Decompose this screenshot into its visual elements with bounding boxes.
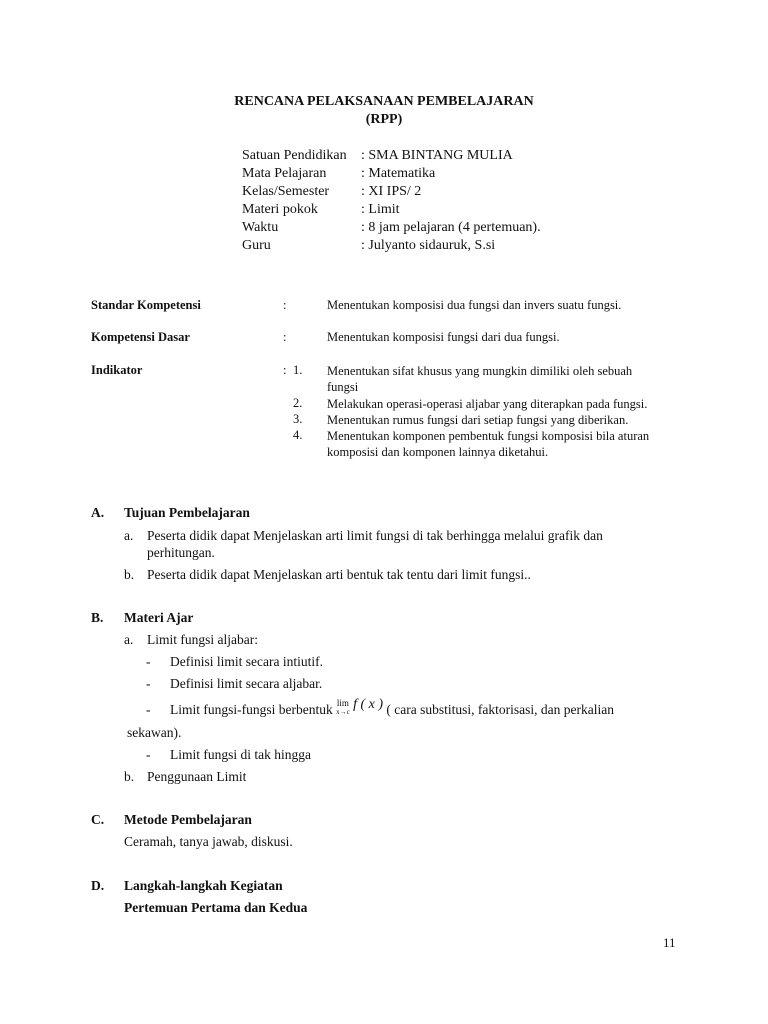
identity-label: Kelas/Semester (242, 184, 330, 199)
indikator-item (327, 428, 649, 460)
materi-item: Penggunaan Limit (147, 769, 247, 784)
section-b-letter: B. (91, 610, 104, 625)
indikator-item (327, 363, 632, 395)
indikator-number: 4. (293, 428, 303, 442)
materi-subitem: Definisi limit secara intiutif. (170, 654, 323, 669)
materi-subitem-continuation: sekawan). (127, 725, 182, 740)
dash-marker: - (146, 654, 151, 669)
indikator-number: 2. (293, 396, 303, 410)
identity-row (242, 237, 602, 255)
section-b-title: Materi Ajar (124, 610, 194, 625)
identity-row (242, 165, 602, 183)
list-marker: b. (124, 567, 135, 582)
identity-value: : XI IPS/ 2 (361, 184, 422, 199)
indikator-item-line: fungsi (327, 380, 359, 394)
dash-marker: - (146, 676, 151, 691)
section-c-letter: C. (91, 812, 105, 827)
identity-value: : SMA BINTANG MULIA (361, 148, 513, 163)
materi-subitem-text: ( cara substitusi, faktorisasi, dan perkalian (386, 702, 614, 718)
indikator-item-line: komposisi dan komponen lainnya diketahui. (327, 445, 549, 459)
identity-value: : Julyanto sidauruk, S.si (361, 238, 496, 253)
materi-item: Limit fungsi aljabar: (147, 632, 258, 647)
list-marker: a. (124, 632, 134, 647)
metode-text: Ceramah, tanya jawab, diskusi. (124, 834, 293, 849)
materi-subitem: Definisi limit secara aljabar. (170, 676, 323, 691)
indikator-number: 3. (293, 412, 303, 426)
materi-subitem: Limit fungsi di tak hingga (170, 747, 311, 762)
standar-kompetensi-colon: : (283, 298, 287, 312)
identity-label: Guru (242, 238, 271, 253)
document-title: RENCANA PELAKSANAAN PEMBELAJARAN (234, 94, 534, 109)
indikator-label: Indikator (91, 363, 143, 377)
identity-row (242, 183, 602, 201)
identity-label: Satuan Pendidikan (242, 148, 347, 163)
section-d-subtitle: Pertemuan Pertama dan Kedua (124, 900, 308, 915)
identity-label: Waktu (242, 220, 279, 235)
tujuan-item-line: Peserta didik dapat Menjelaskan arti bentuk tak tentu dari limit fungsi.. (147, 567, 531, 582)
section-d-title: Langkah-langkah Kegiatan (124, 878, 283, 893)
lim-subscript: x→c (336, 708, 350, 716)
kompetensi-dasar-text: Menentukan komposisi fungsi dari dua fungsi. (327, 330, 560, 344)
identity-value: : 8 jam pelajaran (4 pertemuan). (361, 220, 541, 235)
section-c-title: Metode Pembelajaran (124, 812, 252, 827)
indikator-item-line: Menentukan komponen pembentuk fungsi komposisi bila aturan (327, 429, 650, 443)
identity-block (242, 147, 602, 255)
kompetensi-dasar-label: Kompetensi Dasar (91, 330, 190, 344)
dash-marker: - (146, 747, 151, 762)
list-marker: a. (124, 528, 134, 543)
materi-subitem-with-formula (170, 697, 614, 720)
section-a-letter: A. (91, 505, 105, 520)
identity-row (242, 147, 602, 165)
document-subtitle: (RPP) (365, 112, 403, 127)
indikator-number: 1. (293, 363, 303, 377)
standar-kompetensi-text: Menentukan komposisi dua fungsi dan invers suatu fungsi. (327, 298, 622, 312)
identity-value: : Limit (361, 202, 400, 217)
kompetensi-dasar-colon: : (283, 330, 287, 344)
identity-value: : Matematika (361, 166, 436, 181)
tujuan-item-line: perhitungan. (147, 545, 215, 560)
tujuan-item-line: Peserta didik dapat Menjelaskan arti limit fungsi di tak berhingga melalui grafik dan (147, 528, 603, 543)
section-a-title: Tujuan Pembelajaran (124, 505, 250, 520)
materi-subitem-text: Limit fungsi-fungsi berbentuk (170, 702, 333, 718)
indikator-item: Melakukan operasi-operasi aljabar yang diterapkan pada fungsi. (327, 397, 648, 411)
indikator-colon: : (283, 363, 287, 377)
list-marker: b. (124, 769, 135, 784)
limit-formula (336, 699, 350, 717)
dash-marker: - (146, 702, 151, 717)
indikator-item: Menentukan rumus fungsi dari setiap fungsi yang diberikan. (327, 413, 629, 427)
standar-kompetensi-label: Standar Kompetensi (91, 298, 201, 312)
indikator-item-line: Menentukan sifat khusus yang mungkin dimiliki oleh sebuah (327, 364, 633, 378)
identity-row (242, 219, 602, 237)
identity-label: Materi pokok (242, 202, 318, 217)
page-number: 11 (663, 935, 676, 950)
identity-label: Mata Pelajaran (242, 166, 327, 181)
section-d-letter: D. (91, 878, 105, 893)
identity-row (242, 201, 602, 219)
function-fx: f ( x ) (353, 697, 384, 713)
lim-word: lim (336, 698, 349, 708)
